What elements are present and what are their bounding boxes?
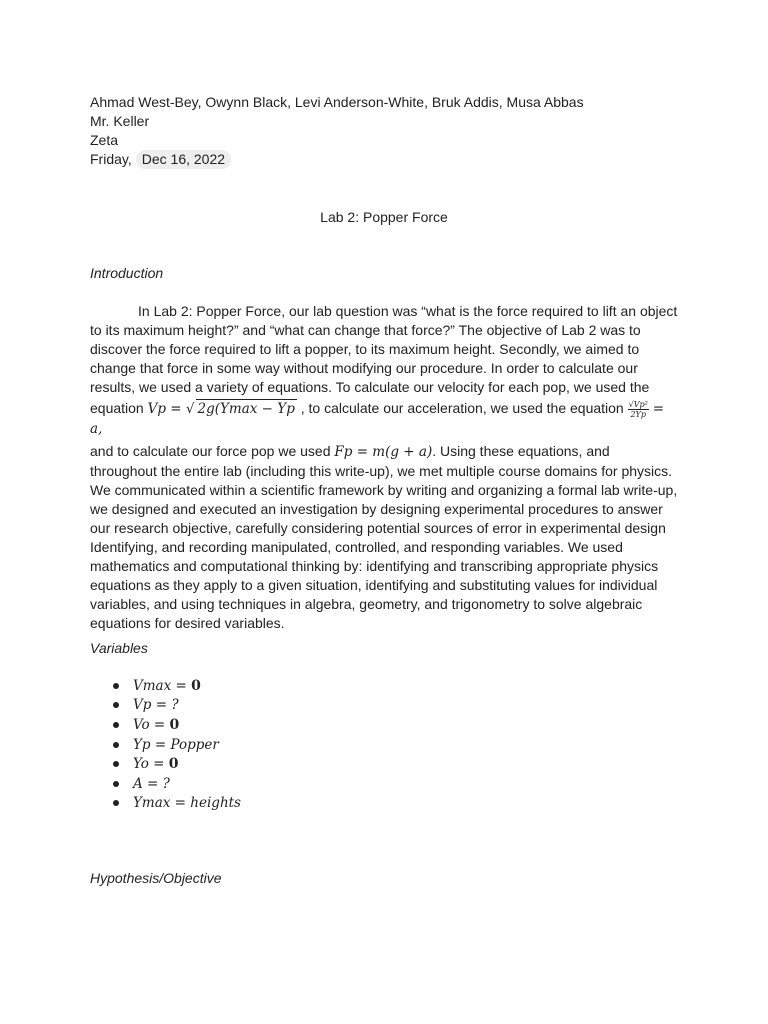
sqrt-icon: √ — [185, 401, 195, 417]
force-equation: Fp = m(g + a) — [334, 444, 433, 460]
variable-name: Ymax — [133, 795, 171, 812]
velocity-equation: Vp = √ 2g(Ymax − Yp — [147, 401, 295, 417]
variable-item: Ymax = heights — [113, 794, 241, 814]
introduction-heading: Introduction — [90, 265, 164, 281]
equation-line: equation Vp = √ 2g(Ymax − Yp , to calculate our acceleration, we used the equation $\frac{\text{√Vp²}}{2Yp}$ = a, — [90, 399, 665, 437]
group-line: Zeta — [90, 132, 119, 148]
variable-name: A — [133, 775, 143, 792]
date-prefix: Friday, — [90, 151, 132, 167]
date-chip[interactable]: Dec 16, 2022 — [136, 150, 231, 169]
variable-item: A = ? — [113, 774, 241, 794]
hypothesis-heading: Hypothesis/Objective — [90, 870, 222, 886]
intro-text-2: and to calculate our force pop we used Fp = m(g + a). Using these equations, and throughout the entire lab (including this write-up), we met multiple course domains for physics. We communicated within a scientific framework by writing and organizing a formal lab write-up, we designed and executed an investigation by designing experimental procedures to answer our research objective, carefully considering potential sources of error in experimental design Identifying, and recording manipulated, controlled, and responding variables. We used mathematics and computational thinking by: identifying and transcribing appropriate physics equations as they apply to a given situation, identifying and substituting values for individual variables, and using techniques in algebra, geometry, and trigonometry to solve algebraic equations for desired variables. — [90, 443, 678, 631]
variables-heading: Variables — [90, 640, 148, 656]
document-title: Lab 2: Popper Force — [320, 209, 448, 225]
variable-value: 0 — [168, 756, 179, 773]
variable-name: Yp — [133, 736, 151, 753]
date-line — [90, 150, 231, 169]
bullet-icon — [113, 702, 119, 708]
variable-item: Yp = Popper — [113, 735, 241, 755]
variable-value: Popper — [170, 736, 219, 753]
variable-name: Vo — [133, 716, 150, 733]
variable-value: heights — [190, 795, 241, 812]
bullet-icon — [113, 781, 119, 787]
variable-name: Vmax — [133, 677, 172, 694]
bullet-icon — [113, 683, 119, 689]
variable-item: Yo = 0 — [113, 754, 241, 774]
bullet-icon — [113, 761, 119, 767]
acceleration-fraction: $\frac{\text{√Vp²}}{2Yp}$ — [628, 399, 648, 419]
introduction-paragraph — [90, 302, 678, 633]
variable-item: Vmax = 0 — [113, 676, 241, 696]
variable-value: 0 — [191, 677, 201, 694]
bullet-icon — [113, 722, 119, 728]
variable-value: ? — [171, 697, 179, 714]
variable-name: Yo — [133, 756, 149, 773]
variables-list — [113, 676, 241, 813]
variable-item: Vp = ? — [113, 696, 241, 716]
variable-name: Vp — [133, 697, 152, 714]
teacher-line: Mr. Keller — [90, 113, 150, 129]
bullet-icon — [113, 800, 119, 806]
variable-item: Vo = 0 — [113, 715, 241, 735]
variable-value: ? — [162, 775, 170, 792]
intro-text-1: In Lab 2: Popper Force, our lab question was “what is the force required to lift an object to its maximum height?” and “what can change that force?” The objective of Lab 2 was to discover the force required to lift a popper, to its maximum height. Secondly, we aimed to change that force in some way without modifying our procedure. In order to calculate our results, we used a variety of equations. To calculate our velocity for each pop, we used the — [90, 303, 678, 395]
variable-value: 0 — [169, 716, 180, 733]
bullet-icon — [113, 742, 119, 748]
authors-line: Ahmad West-Bey, Owynn Black, Levi Anderson-White, Bruk Addis, Musa Abbas — [90, 94, 584, 110]
